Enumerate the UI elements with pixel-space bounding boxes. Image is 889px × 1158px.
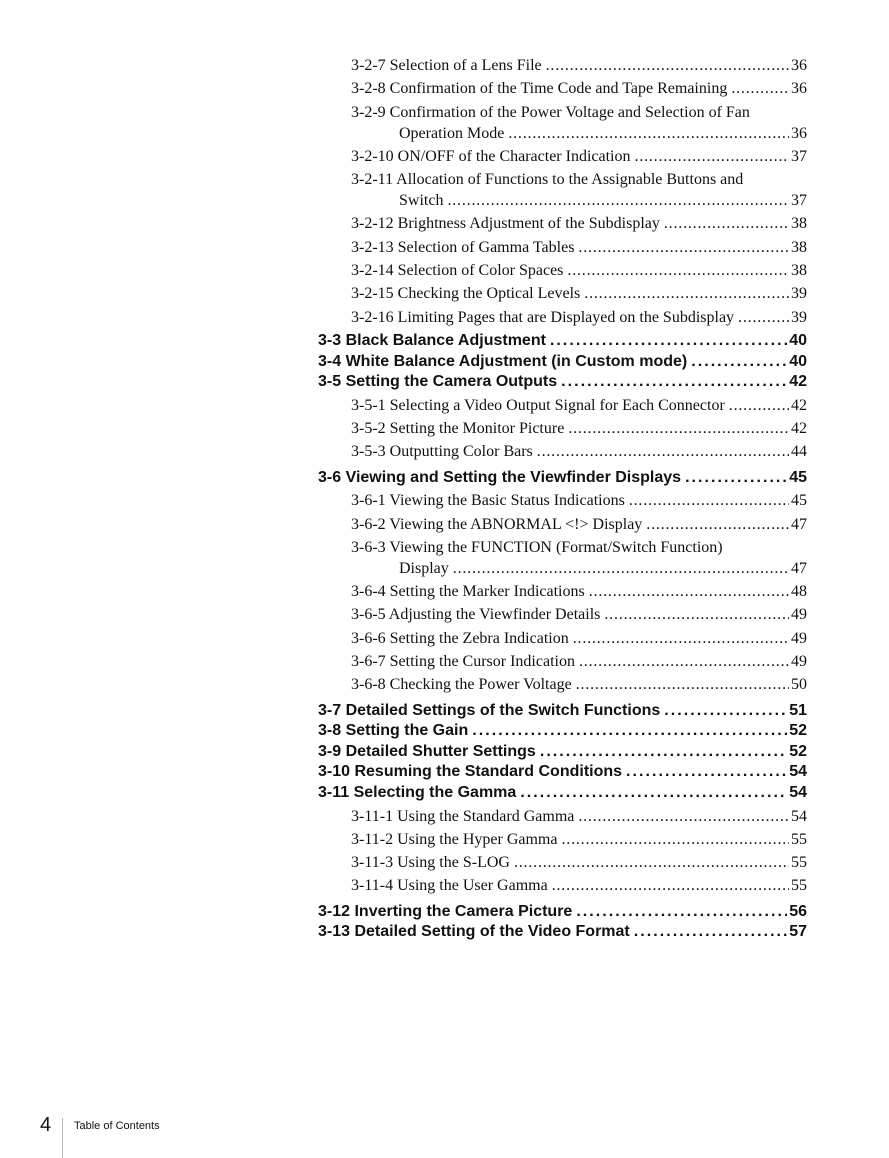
dot-leader [604, 606, 789, 624]
toc-section-title: 3-9 Detailed Shutter Settings [318, 742, 536, 760]
toc-entry-page: 55 [791, 830, 807, 848]
toc-section-page: 40 [789, 331, 807, 349]
toc-entry-page: 50 [791, 676, 807, 694]
page-footer [0, 1110, 889, 1158]
toc-section[interactable] [318, 903, 807, 924]
toc-entry[interactable] [351, 239, 807, 262]
toc-entry[interactable] [351, 309, 807, 332]
dot-leader [550, 332, 787, 350]
dot-leader [738, 309, 789, 327]
dot-leader [685, 469, 787, 487]
toc-entry-line1[interactable] [351, 104, 807, 125]
dot-leader [634, 148, 789, 166]
toc-entry-title: 3-6-7 Setting the Cursor Indication [351, 653, 575, 671]
toc-section-page: 54 [789, 783, 807, 801]
toc-section-page: 52 [789, 722, 807, 740]
dot-leader [552, 877, 789, 895]
toc-section-title: 3-11 Selecting the Gamma [318, 783, 517, 801]
dot-leader [508, 125, 789, 143]
toc-entry-page: 36 [791, 57, 807, 74]
toc-entry[interactable] [351, 492, 807, 515]
toc-entry-title: 3-2-10 ON/OFF of the Character Indication [351, 147, 631, 165]
toc-entry-title-cont: Display [399, 559, 449, 577]
dot-leader [567, 262, 789, 280]
dot-leader [546, 57, 789, 75]
dot-leader [540, 743, 787, 761]
toc-entry-line2[interactable] [399, 560, 807, 583]
dot-leader [561, 373, 787, 391]
toc-entry-page: 38 [791, 238, 807, 256]
toc-entry-title: 3-11-1 Using the Standard Gamma [351, 807, 575, 825]
toc-entry-page: 47 [791, 559, 807, 577]
toc-section-title: 3-4 White Balance Adjustment (in Custom mode) [318, 352, 688, 370]
toc-section-page: 45 [789, 468, 807, 486]
toc-entry-page: 36 [791, 80, 807, 98]
toc-entry-page: 49 [791, 629, 807, 647]
dot-leader [520, 784, 787, 802]
dot-leader [691, 353, 787, 371]
toc-entry-line2[interactable] [399, 125, 807, 148]
toc-section[interactable] [318, 469, 807, 490]
toc-entry-page: 55 [791, 854, 807, 872]
dot-leader [514, 854, 789, 872]
toc-entry[interactable] [351, 676, 807, 699]
toc-entry-page: 42 [791, 396, 807, 414]
toc-section[interactable] [318, 702, 807, 723]
table-of-contents [0, 57, 889, 944]
toc-section[interactable] [318, 784, 807, 805]
toc-entry-title: 3-6-3 Viewing the FUNCTION (Format/Switch Function) [351, 538, 723, 556]
toc-entry[interactable] [351, 630, 807, 653]
dot-leader [453, 560, 789, 578]
toc-entry-title: 3-5-3 Outputting Color Bars [351, 443, 533, 461]
footer-divider [62, 1118, 63, 1158]
toc-entry-line2[interactable] [399, 192, 807, 215]
dot-leader [472, 722, 787, 740]
toc-entry-title: 3-6-6 Setting the Zebra Indication [351, 629, 569, 647]
toc-entry[interactable] [351, 854, 807, 877]
toc-entry-page: 36 [791, 124, 807, 142]
dot-leader [573, 630, 789, 648]
toc-entry-page: 38 [791, 215, 807, 233]
toc-section-page: 51 [789, 701, 807, 719]
toc-section-title: 3-3 Black Balance Adjustment [318, 331, 546, 349]
toc-entry[interactable] [351, 583, 807, 606]
dot-leader [561, 831, 789, 849]
toc-section-title: 3-5 Setting the Camera Outputs [318, 373, 558, 391]
toc-entry-page: 37 [791, 192, 807, 210]
toc-entry-line1[interactable] [351, 539, 807, 560]
toc-entry[interactable] [351, 831, 807, 854]
toc-section-title: 3-7 Detailed Settings of the Switch Functions [318, 701, 661, 719]
toc-entry[interactable] [351, 262, 807, 285]
toc-entry-title: 3-6-1 Viewing the Basic Status Indications [351, 492, 625, 510]
toc-entry-page: 39 [791, 308, 807, 326]
toc-entry-title: 3-2-7 Selection of a Lens File [351, 57, 542, 74]
toc-entry-title: 3-11-3 Using the S-LOG [351, 854, 510, 872]
toc-entry-page: 38 [791, 262, 807, 280]
toc-entry[interactable] [351, 877, 807, 900]
toc-section-title: 3-6 Viewing and Setting the Viewfinder Displays [318, 468, 682, 486]
toc-entry[interactable] [351, 215, 807, 238]
toc-entry[interactable] [351, 443, 807, 466]
dot-leader [664, 702, 787, 720]
toc-section-title: 3-13 Detailed Setting of the Video Format [318, 923, 630, 941]
toc-section[interactable] [318, 373, 807, 394]
dot-leader [584, 285, 789, 303]
toc-entry[interactable] [351, 285, 807, 308]
toc-entry-title: 3-6-8 Checking the Power Voltage [351, 676, 572, 694]
toc-entry[interactable] [351, 808, 807, 831]
toc-entry-title: 3-5-2 Setting the Monitor Picture [351, 420, 565, 438]
page-number: 4 [40, 1114, 52, 1136]
footer-label: Table of Contents [74, 1120, 160, 1132]
toc-entry-title: 3-5-1 Selecting a Video Output Signal for Each Connector [351, 396, 725, 414]
dot-leader [578, 808, 789, 826]
toc-entry[interactable] [351, 80, 807, 103]
toc-entry-line1[interactable] [351, 171, 807, 192]
toc-entry-page: 47 [791, 515, 807, 533]
dot-leader [629, 492, 789, 510]
dot-leader [578, 239, 789, 257]
toc-section-page: 57 [789, 923, 807, 941]
toc-entry-page: 37 [791, 147, 807, 165]
toc-entry[interactable] [351, 148, 807, 171]
toc-section[interactable] [318, 923, 807, 944]
toc-entry-title: 3-6-4 Setting the Marker Indications [351, 583, 585, 601]
toc-entry-page: 39 [791, 285, 807, 303]
toc-section-page: 52 [789, 742, 807, 760]
toc-entry-title: 3-2-14 Selection of Color Spaces [351, 262, 564, 280]
toc-entry[interactable] [351, 397, 807, 420]
toc-entry-page: 44 [791, 443, 807, 461]
dot-leader [576, 676, 789, 694]
toc-entry-page: 48 [791, 583, 807, 601]
toc-section[interactable] [318, 763, 807, 784]
dot-leader [537, 443, 789, 461]
toc-section-page: 54 [789, 763, 807, 781]
toc-entry-title: 3-2-11 Allocation of Functions to the Assignable Buttons and [351, 171, 744, 189]
toc-entry-page: 42 [791, 420, 807, 438]
toc-entry[interactable] [351, 606, 807, 629]
toc-entry[interactable] [351, 57, 807, 80]
toc-entry-title: 3-2-12 Brightness Adjustment of the Subdisplay [351, 215, 660, 233]
toc-entry-page: 49 [791, 606, 807, 624]
toc-entry-title: 3-2-16 Limiting Pages that are Displayed on the Subdisplay [351, 308, 735, 326]
toc-section[interactable] [318, 332, 807, 353]
toc-section[interactable] [318, 353, 807, 374]
toc-entry-title: 3-6-5 Adjusting the Viewfinder Details [351, 606, 601, 624]
dot-leader [664, 215, 789, 233]
toc-entry[interactable] [351, 516, 807, 539]
toc-entry-title-cont: Operation Mode [399, 124, 505, 142]
dot-leader [568, 420, 789, 438]
toc-entry[interactable] [351, 653, 807, 676]
toc-entry-title: 3-2-8 Confirmation of the Time Code and Tape Remaining [351, 80, 728, 98]
dot-leader [589, 583, 789, 601]
toc-entry-page: 55 [791, 877, 807, 895]
dot-leader [731, 80, 789, 98]
toc-section-title: 3-12 Inverting the Camera Picture [318, 902, 573, 920]
toc-entry-page: 49 [791, 653, 807, 671]
toc-entry-title: 3-2-9 Confirmation of the Power Voltage and Selection of Fan [351, 103, 750, 121]
toc-entry-title: 3-2-13 Selection of Gamma Tables [351, 238, 575, 256]
toc-entry-title: 3-6-2 Viewing the ABNORMAL <!> Display [351, 515, 643, 533]
toc-section[interactable] [318, 722, 807, 743]
toc-section-page: 40 [789, 352, 807, 370]
toc-entry-title: 3-11-4 Using the User Gamma [351, 877, 548, 895]
toc-entry-title: 3-2-15 Checking the Optical Levels [351, 285, 581, 303]
toc-entry-page: 45 [791, 492, 807, 510]
toc-entry-title: 3-11-2 Using the Hyper Gamma [351, 830, 558, 848]
dot-leader [626, 763, 787, 781]
dot-leader [634, 923, 787, 941]
toc-section-title: 3-10 Resuming the Standard Conditions [318, 763, 623, 781]
dot-leader [447, 192, 789, 210]
dot-leader [729, 397, 789, 415]
toc-section[interactable] [318, 743, 807, 764]
toc-section-page: 42 [789, 373, 807, 391]
toc-entry-page: 54 [791, 807, 807, 825]
dot-leader [579, 653, 789, 671]
dot-leader [646, 516, 789, 534]
toc-section-page: 56 [789, 902, 807, 920]
toc-entry-title-cont: Switch [399, 192, 444, 210]
dot-leader [576, 903, 787, 921]
toc-entry[interactable] [351, 420, 807, 443]
toc-section-title: 3-8 Setting the Gain [318, 722, 469, 740]
